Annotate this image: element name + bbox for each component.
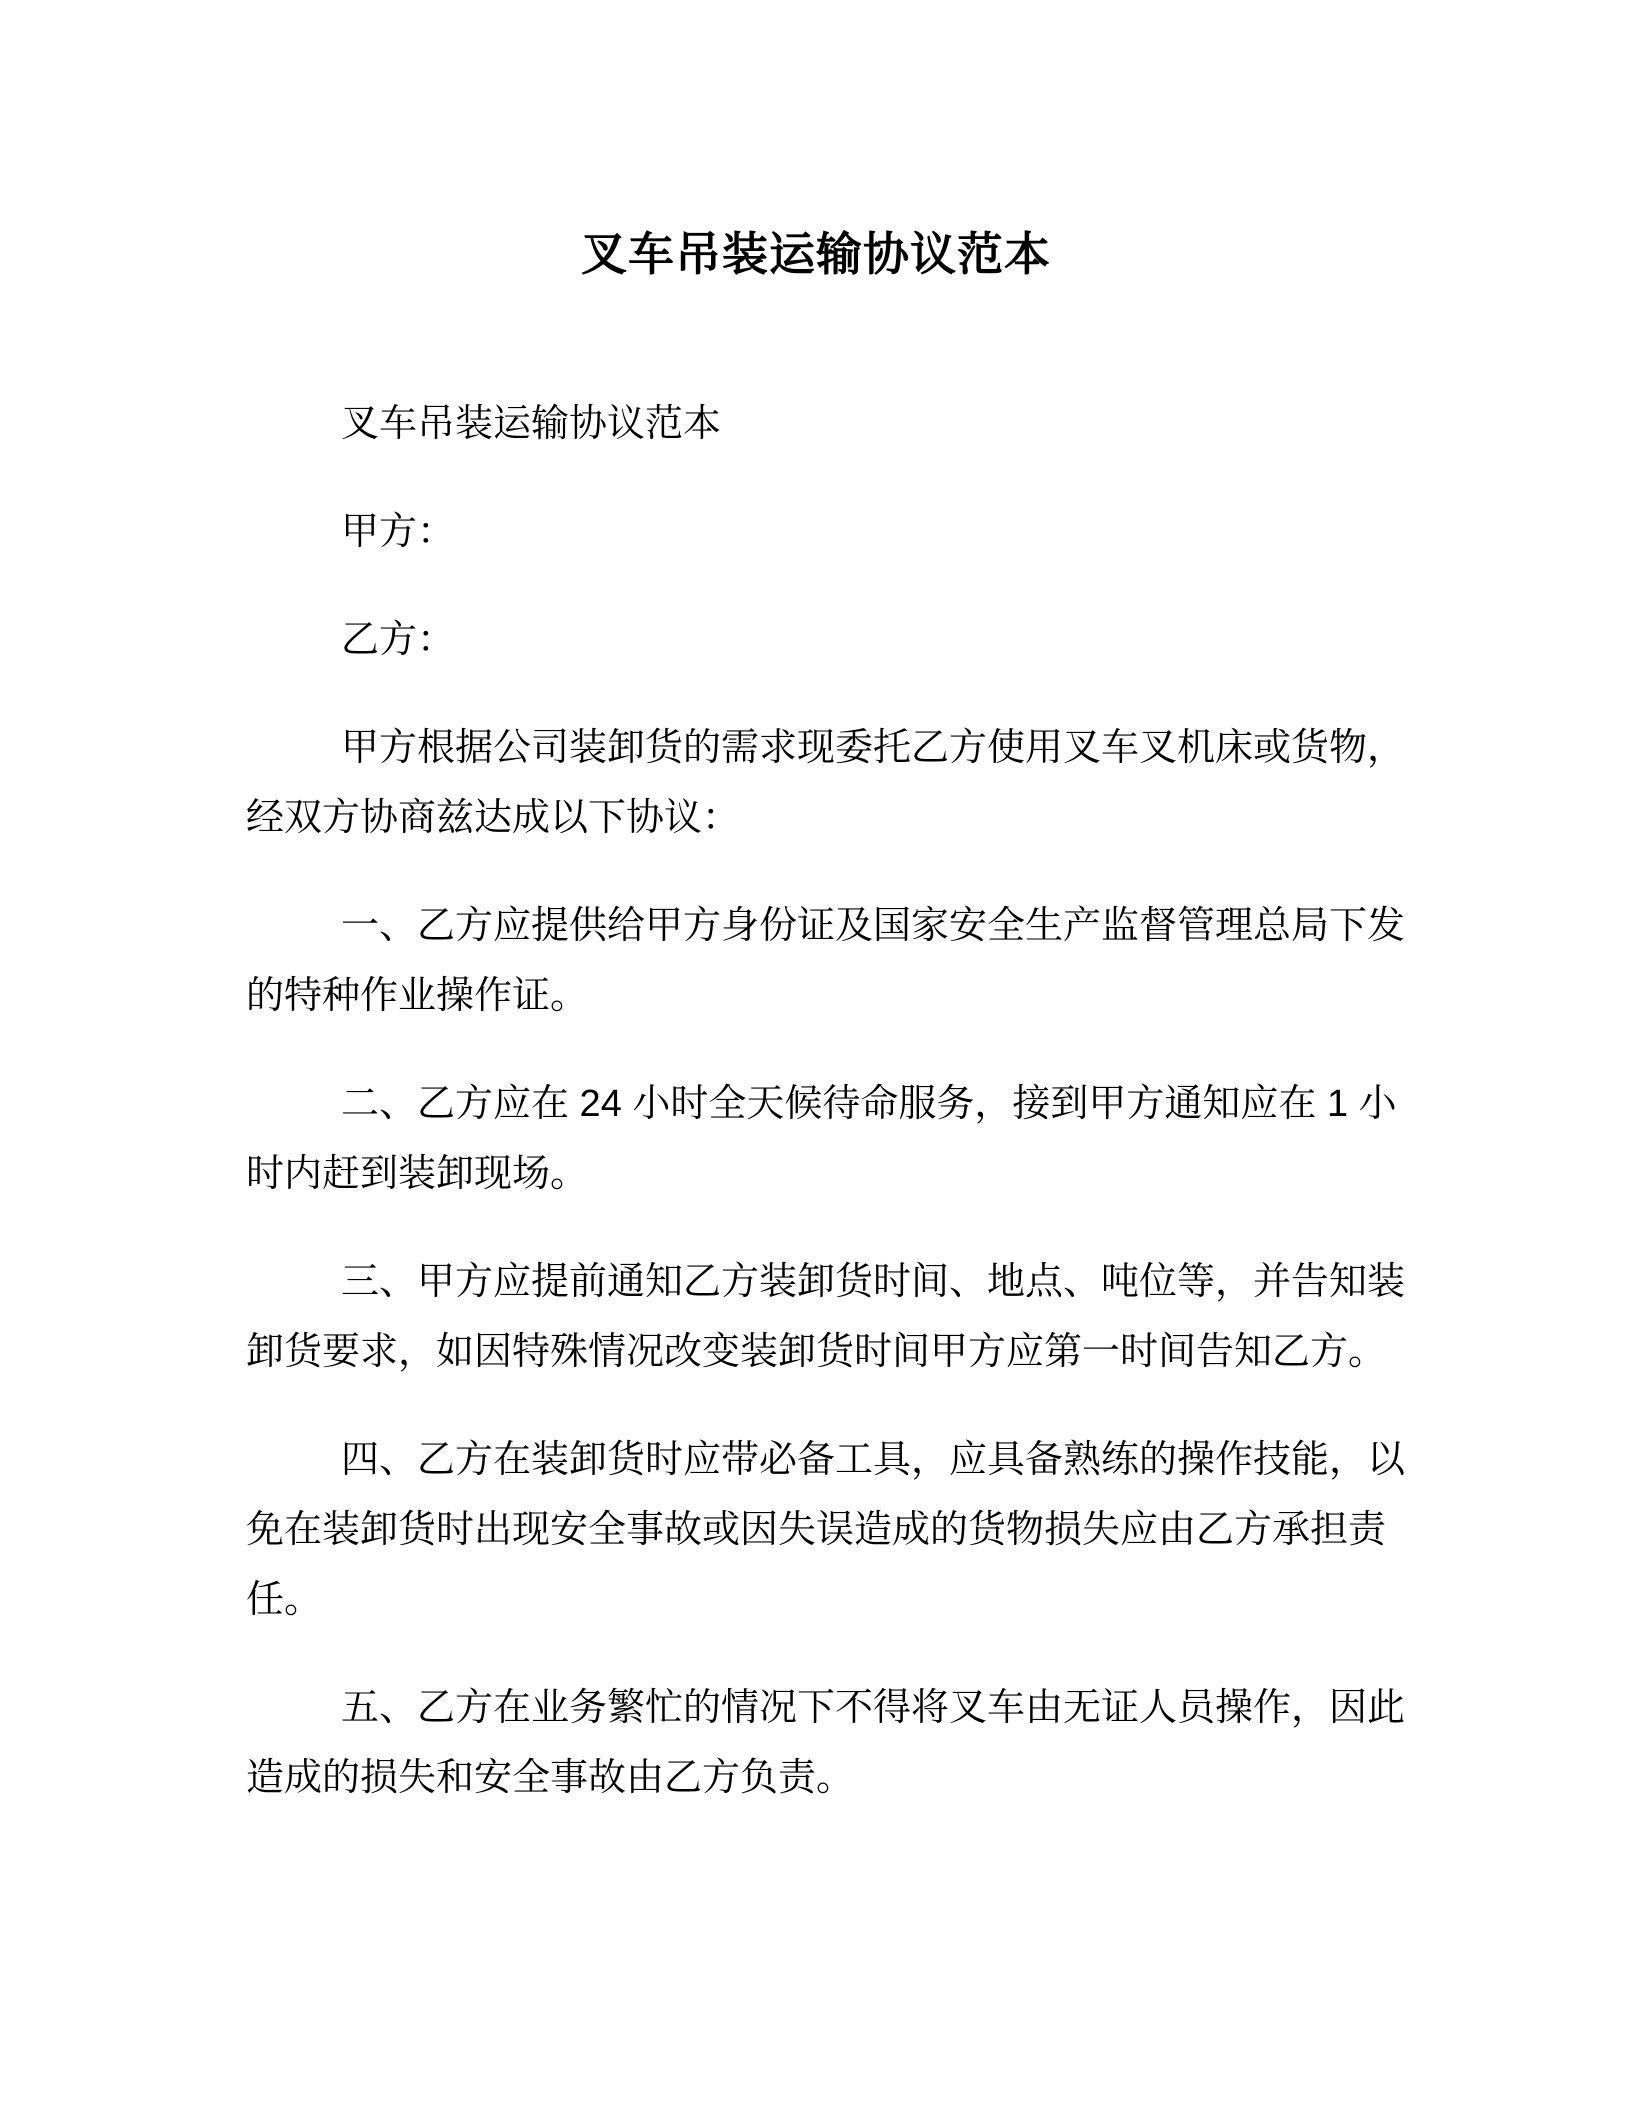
paragraph-preamble xyxy=(246,713,1406,853)
paragraph-line: 任。 xyxy=(246,1579,323,1621)
document-body xyxy=(246,283,1406,1813)
paragraph-party-a xyxy=(246,497,1386,567)
paragraph-line: 造成的损失和安全事故由乙方负责。 xyxy=(246,1757,855,1799)
paragraph-clause-4 xyxy=(246,1425,1406,1635)
document-title: 叉车吊装运输协议范本 xyxy=(581,228,1051,280)
paragraph-line: 时内赶到装卸现场。 xyxy=(246,1153,589,1195)
paragraph-line: 叉车吊装运输协议范本 xyxy=(341,403,722,445)
paragraph-line: 免在装卸货时出现安全事故或因失误造成的货物损失应由乙方承担责 xyxy=(246,1509,1387,1551)
paragraph-line: 二、乙方应在 24 小时全天候待命服务，接到甲方通知应在 1 小 xyxy=(341,1083,1397,1125)
paragraph-line: 卸货要求，如因特殊情况改变装卸货时间甲方应第一时间告知乙方。 xyxy=(246,1331,1387,1373)
paragraph-line: 一、乙方应提供给甲方身份证及国家安全生产监督管理总局下发 xyxy=(341,905,1406,947)
paragraph-clause-5 xyxy=(246,1673,1406,1813)
paragraph-clause-3 xyxy=(246,1247,1406,1387)
paragraph-line: 经双方协商兹达成以下协议： xyxy=(246,797,741,839)
paragraph-line: 的特种作业操作证。 xyxy=(246,975,589,1017)
paragraph-line: 四、乙方在装卸货时应带必备工具，应具备熟练的操作技能，以 xyxy=(341,1439,1406,1481)
paragraph-line: 三、甲方应提前通知乙方装卸货时间、地点、吨位等，并告知装 xyxy=(341,1261,1406,1303)
paragraph-line: 甲方根据公司装卸货的需求现委托乙方使用叉车叉机床或货物， xyxy=(341,727,1406,769)
paragraph-clause-1 xyxy=(246,891,1406,1031)
paragraph-line: 乙方： xyxy=(341,619,456,661)
paragraph-subtitle xyxy=(246,389,1386,459)
paragraph-line: 五、乙方在业务繁忙的情况下不得将叉车由无证人员操作，因此 xyxy=(341,1687,1406,1729)
paragraph-line: 甲方： xyxy=(341,511,456,553)
paragraph-party-b xyxy=(246,605,1386,675)
paragraph-clause-2 xyxy=(246,1069,1397,1209)
